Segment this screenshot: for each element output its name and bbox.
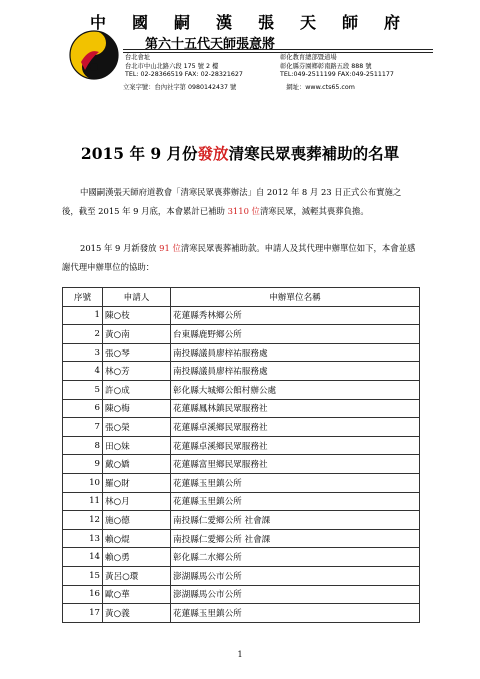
table-row (63, 399, 420, 418)
taiji-logo-icon (69, 30, 119, 80)
applicant-cell: 許○成 (103, 380, 171, 399)
subtitle: 第六十五代天師張意將 (145, 37, 276, 52)
agency-cell: 花蓮縣鳳林鎮民眾服務社 (171, 399, 420, 418)
agency-cell: 澎湖縣馬公市公所 (171, 585, 420, 604)
letterhead (55, 10, 435, 90)
serial-number-cell: 8 (63, 436, 103, 455)
applicant-cell: 歐○華 (103, 585, 171, 604)
agency-cell: 花蓮縣卓溪鄉民眾服務社 (171, 436, 420, 455)
table-row (63, 362, 420, 381)
serial-number-cell: 17 (63, 604, 103, 623)
table-row (63, 548, 420, 567)
serial-number-cell: 7 (63, 418, 103, 437)
cumulative-count: 3110 位 (227, 206, 260, 216)
serial-number-cell: 6 (63, 399, 103, 418)
header-agency: 申辦單位名稱 (171, 288, 420, 307)
applicant-cell: 施○德 (103, 511, 171, 530)
agency-cell: 澎湖縣馬公市公所 (171, 566, 420, 585)
table-row (63, 492, 420, 511)
agency-cell: 花蓮縣卓溪鄉民眾服務社 (171, 418, 420, 437)
table-row (63, 585, 420, 604)
applicant-cell: 賴○焜 (103, 529, 171, 548)
applicant-cell: 張○榮 (103, 418, 171, 437)
serial-number-cell: 4 (63, 362, 103, 381)
table-header-row (63, 288, 420, 307)
serial-number-cell: 2 (63, 325, 103, 344)
applicant-cell: 黃○南 (103, 325, 171, 344)
header-serial: 序號 (63, 288, 103, 307)
serial-number-cell: 12 (63, 511, 103, 530)
serial-number-cell: 11 (63, 492, 103, 511)
registration-line: 立案字號：台內社字第 0980142437 號 網址：www.cts65.com (123, 84, 355, 91)
website-link[interactable]: 網址：www.cts65.com (286, 84, 355, 91)
agency-cell: 花蓮縣富里鄉民眾服務社 (171, 455, 420, 474)
agency-cell: 彰化縣大城鄉公館村辦公處 (171, 380, 420, 399)
applicant-cell: 賴○勇 (103, 548, 171, 567)
serial-number-cell: 13 (63, 529, 103, 548)
serial-number-cell: 14 (63, 548, 103, 567)
applicant-cell: 田○妹 (103, 436, 171, 455)
serial-number-cell: 5 (63, 380, 103, 399)
agency-cell: 南投縣仁愛鄉公所 社會課 (171, 511, 420, 530)
agency-cell: 花蓮縣玉里鎮公所 (171, 473, 420, 492)
agency-cell: 花蓮縣玉里鎮公所 (171, 604, 420, 623)
changhua-address-block: 彰化教育總部暨道場 彰化縣芬園鄉彰南路五段 888 號 TEL:049-2511199 FAX:049-2511177 (280, 54, 394, 78)
serial-number-cell: 3 (63, 343, 103, 362)
applicant-cell: 戴○嬌 (103, 455, 171, 474)
table-row (63, 380, 420, 399)
applicant-cell: 林○芳 (103, 362, 171, 381)
page-number: 1 (237, 650, 243, 659)
agency-cell: 花蓮縣玉里鎮公所 (171, 492, 420, 511)
applicant-cell: 陳○梅 (103, 399, 171, 418)
org-name: 中國嗣漢張天師府 (89, 13, 426, 32)
intro-paragraph: 中國嗣漢張天師府道教會「清寒民眾喪葬辦法」自 2012 年 8 月 23 日正式公布實施之後，截至 2015 年 9 月底，本會累計已補助 3110 位清寒民眾，減輕其喪葬負擔。 (62, 187, 402, 216)
applicant-cell: 張○琴 (103, 343, 171, 362)
applicant-cell: 林○月 (103, 492, 171, 511)
agency-cell: 南投縣議員廖梓祐服務處 (171, 343, 420, 362)
table-row (63, 604, 420, 623)
serial-number-cell: 15 (63, 566, 103, 585)
table-row (63, 455, 420, 474)
agency-cell: 彰化縣二水鄉公所 (171, 548, 420, 567)
applicant-cell: 陳○枝 (103, 306, 171, 325)
monthly-count: 91 位 (159, 243, 181, 253)
serial-number-cell: 9 (63, 455, 103, 474)
serial-number-cell: 10 (63, 473, 103, 492)
serial-number-cell: 16 (63, 585, 103, 604)
table-row (63, 566, 420, 585)
document-title: 2015 年 9 月份發放清寒民眾喪葬補助的名單 (80, 144, 400, 163)
applicant-cell: 黃呂○環 (103, 566, 171, 585)
monthly-paragraph: 2015 年 9 月新發放 91 位清寒民眾喪葬補助款。申請人及其代理申辦單位如下，本會並感謝代理申辦單位的協助： (62, 243, 416, 272)
serial-number-cell: 1 (63, 306, 103, 325)
applicant-cell: 黃○義 (103, 604, 171, 623)
table-row (63, 325, 420, 344)
agency-cell: 南投縣議員廖梓祐服務處 (171, 362, 420, 381)
applicant-cell: 羅○財 (103, 473, 171, 492)
taipei-address-block: 台北會址 台北市中山北路六段 175 號 2 樓 TEL: 02-28366519 FAX: 02-28321627 (125, 54, 243, 78)
table-row (63, 418, 420, 437)
header-divider (123, 52, 433, 53)
table-row (63, 473, 420, 492)
agency-cell: 台東縣鹿野鄉公所 (171, 325, 420, 344)
header-applicant: 申請人 (103, 288, 171, 307)
table-row (63, 343, 420, 362)
recipient-table (62, 287, 420, 623)
table-row (63, 306, 420, 325)
table-row (63, 436, 420, 455)
table-row (63, 529, 420, 548)
agency-cell: 南投縣仁愛鄉公所 社會課 (171, 529, 420, 548)
header-divider (123, 49, 433, 50)
table-row (63, 511, 420, 530)
agency-cell: 花蓮縣秀林鄉公所 (171, 306, 420, 325)
